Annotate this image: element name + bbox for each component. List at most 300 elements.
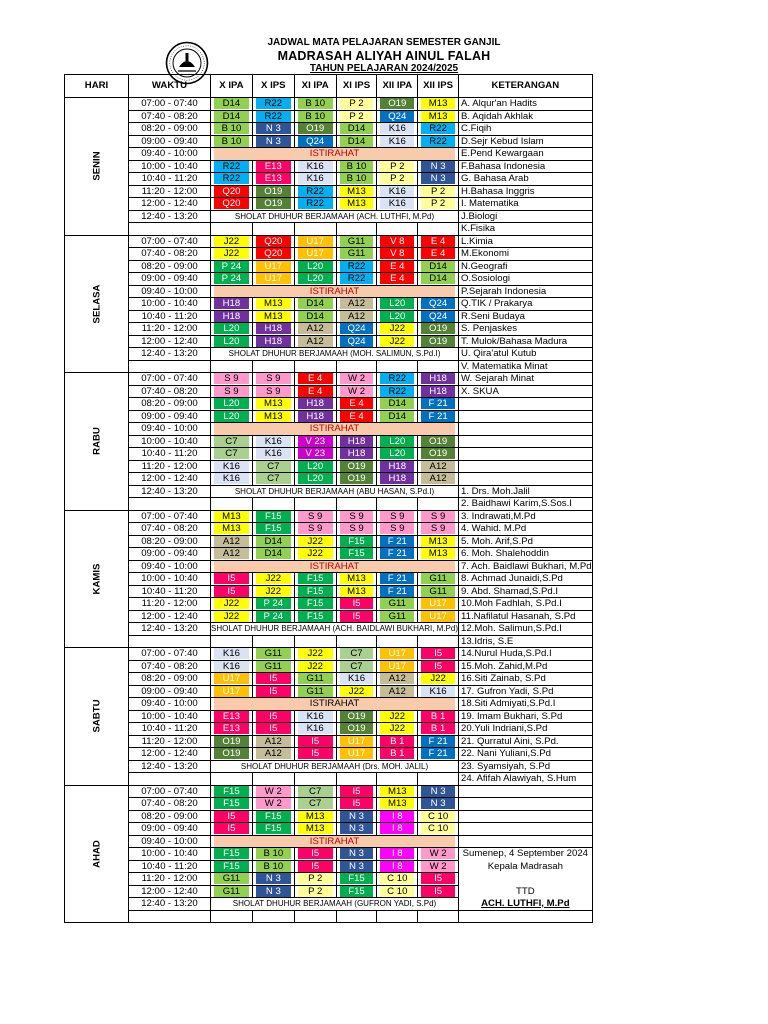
subject-cell	[294, 460, 336, 473]
legend-entry	[459, 448, 593, 461]
subject-code: S 9	[214, 386, 249, 397]
break-label: ISTIRAHAT	[214, 698, 455, 710]
subject-cell	[418, 473, 459, 486]
prayer-cell: SHOLAT DHUHUR BERJAMAAH (ACH. BAIDLAWI BUKHARI, M.Pd)	[211, 624, 458, 633]
schedule-title: JADWAL MATA PELAJARAN SEMESTER GANJIL	[267, 37, 501, 48]
school-name: MADRASAH ALIYAH AINUL FALAH	[277, 49, 491, 63]
time-slot: 09:40 - 10:00	[129, 423, 211, 436]
subject-code: L20	[380, 298, 414, 309]
day-name: SELASA	[90, 284, 102, 324]
subject-cell	[418, 610, 459, 623]
subject-cell	[294, 748, 336, 761]
subject-cell	[336, 160, 377, 173]
subject-code: H18	[256, 336, 291, 347]
subject-cell	[336, 473, 377, 486]
legend-entry: R.Seni Budaya	[459, 310, 593, 323]
legend-entry	[459, 473, 593, 486]
subject-cell	[336, 810, 377, 823]
empty-cell	[252, 223, 294, 236]
subject-cell	[336, 398, 377, 411]
subject-code: E 4	[340, 398, 374, 409]
subject-code: I5	[256, 673, 291, 684]
subject-code: C7	[340, 661, 374, 672]
subject-cell	[252, 273, 294, 286]
subject-code: I5	[298, 848, 333, 859]
subject-code: F 21	[421, 398, 455, 409]
subject-code: A12	[214, 536, 249, 547]
subject-code: I5	[421, 661, 455, 672]
subject-cell	[418, 860, 459, 873]
subject-code: M13	[340, 186, 374, 197]
subject-code: I5	[256, 686, 291, 697]
legend-entry: 15.Moh. Zahid,M.Pd	[459, 660, 593, 673]
legend-entry: K.Fisika	[459, 223, 593, 236]
time-slot	[129, 910, 211, 923]
subject-code: A12	[256, 736, 291, 747]
day-label	[65, 648, 129, 786]
subject-cell	[377, 185, 418, 198]
subject-cell	[336, 873, 377, 886]
day-name: KAMIS	[90, 563, 102, 595]
legend-entry: V. Matematika Minat	[459, 360, 593, 373]
subject-code: N 3	[340, 848, 374, 859]
subject-cell	[294, 373, 336, 386]
subject-code: H18	[298, 398, 333, 409]
signature-line: Kepala Madrasah	[459, 860, 593, 873]
subject-code: S 9	[340, 523, 374, 534]
subject-cell	[211, 810, 253, 823]
subject-code: F 21	[421, 736, 455, 747]
subject-cell	[418, 110, 459, 123]
subject-cell	[252, 685, 294, 698]
time-slot: 12:40 - 13:20	[129, 898, 211, 911]
subject-code: U17	[256, 273, 291, 284]
subject-cell	[294, 660, 336, 673]
day-name: SABTU	[90, 699, 102, 733]
legend-entry: 1. Drs. Moh.Jalil	[459, 485, 593, 498]
empty-cell	[418, 498, 459, 511]
break-cell	[211, 148, 459, 161]
time-slot: 10:40 - 11:20	[129, 173, 211, 186]
subject-cell	[418, 873, 459, 886]
subject-code: K16	[380, 198, 414, 209]
col-header-keterangan: KETERANGAN	[459, 75, 593, 98]
legend-entry: 20.Yuli Indriani,S.Pd	[459, 723, 593, 736]
subject-cell	[377, 673, 418, 686]
subject-cell	[418, 260, 459, 273]
subject-cell	[252, 198, 294, 211]
schedule-row	[65, 723, 593, 736]
subject-cell	[252, 798, 294, 811]
subject-cell	[211, 660, 253, 673]
subject-code: A12	[340, 298, 374, 309]
schedule-row	[65, 285, 593, 298]
subject-code: S 9	[380, 523, 414, 534]
time-slot: 12:40 - 13:20	[129, 760, 211, 773]
time-slot: 10:00 - 10:40	[129, 573, 211, 586]
subject-code: E13	[256, 173, 291, 184]
subject-cell	[211, 173, 253, 186]
subject-cell	[211, 135, 253, 148]
signature-line: TTD	[459, 885, 593, 898]
legend-entry	[459, 410, 593, 423]
subject-cell	[377, 110, 418, 123]
subject-cell	[211, 510, 253, 523]
subject-cell	[211, 435, 253, 448]
legend-entry: 3. Indrawati,M.Pd	[459, 510, 593, 523]
subject-cell	[336, 785, 377, 798]
subject-cell	[336, 598, 377, 611]
subject-cell	[252, 548, 294, 561]
subject-cell	[418, 448, 459, 461]
legend-entry: 6. Moh. Shalehoddin	[459, 548, 593, 561]
subject-code: M13	[298, 811, 333, 822]
subject-cell	[252, 473, 294, 486]
subject-cell	[336, 310, 377, 323]
schedule-row	[65, 785, 593, 798]
time-slot: 07:00 - 07:40	[129, 648, 211, 661]
empty-cell	[336, 223, 377, 236]
subject-code: I5	[214, 573, 249, 584]
subject-code: E 4	[298, 386, 333, 397]
subject-cell	[252, 535, 294, 548]
time-slot: 11:20 - 12:00	[129, 460, 211, 473]
subject-cell	[336, 335, 377, 348]
subject-cell	[336, 748, 377, 761]
legend-entry: D.Sejr Kebud Islam	[459, 135, 593, 148]
subject-code: S 9	[214, 373, 249, 384]
empty-cell	[418, 910, 459, 923]
subject-cell	[336, 673, 377, 686]
subject-cell	[252, 885, 294, 898]
subject-cell	[336, 460, 377, 473]
subject-cell	[377, 523, 418, 536]
subject-code: A12	[380, 673, 414, 684]
schedule-row	[65, 510, 593, 523]
subject-cell	[252, 573, 294, 586]
subject-cell	[377, 573, 418, 586]
subject-cell	[252, 323, 294, 336]
subject-code: I5	[340, 598, 374, 609]
subject-cell	[211, 248, 253, 261]
col-header-waktu: WAKTU	[129, 75, 211, 98]
subject-cell	[336, 135, 377, 148]
subject-cell	[294, 310, 336, 323]
subject-code: F15	[256, 523, 291, 534]
time-slot: 09:00 - 09:40	[129, 410, 211, 423]
time-slot: 08:20 - 09:00	[129, 810, 211, 823]
subject-cell	[252, 610, 294, 623]
subject-cell	[336, 385, 377, 398]
legend-entry: 11.Nafilatul Hasanah, S.Pd	[459, 610, 593, 623]
schedule-row	[65, 160, 593, 173]
subject-code: C 10	[421, 811, 455, 822]
day-label	[65, 373, 129, 511]
subject-code: U17	[298, 248, 333, 259]
subject-code: M13	[256, 311, 291, 322]
schedule-row	[65, 860, 593, 873]
subject-code: J22	[256, 586, 291, 597]
subject-code: H18	[340, 436, 374, 447]
empty-cell	[252, 498, 294, 511]
time-slot: 10:40 - 11:20	[129, 585, 211, 598]
subject-code: H18	[298, 411, 333, 422]
subject-cell	[294, 860, 336, 873]
subject-cell	[211, 685, 253, 698]
legend-entry: E.Pend Kewargaan	[459, 148, 593, 161]
subject-cell	[252, 510, 294, 523]
subject-code: B 10	[340, 161, 374, 172]
time-slot: 12:00 - 12:40	[129, 473, 211, 486]
subject-code: R22	[380, 373, 414, 384]
subject-code: R22	[214, 173, 249, 184]
subject-code: S 9	[421, 523, 455, 534]
subject-cell	[252, 135, 294, 148]
subject-cell	[336, 585, 377, 598]
subject-cell	[418, 823, 459, 836]
subject-code: B 10	[256, 861, 291, 872]
subject-code: W 2	[256, 798, 291, 809]
subject-cell	[377, 398, 418, 411]
subject-code: G11	[256, 661, 291, 672]
subject-cell	[252, 860, 294, 873]
subject-code: W 2	[421, 861, 455, 872]
subject-cell	[294, 535, 336, 548]
legend-entry	[459, 910, 593, 923]
subject-cell	[418, 385, 459, 398]
schedule-row	[65, 698, 593, 711]
subject-code: R22	[340, 261, 374, 272]
subject-cell	[336, 823, 377, 836]
legend-entry: 2. Baidhawi Karim,S.Sos.I	[459, 498, 593, 511]
subject-code: V 8	[380, 248, 414, 259]
subject-code: J22	[214, 236, 249, 247]
empty-cell	[252, 773, 294, 786]
legend-entry	[459, 785, 593, 798]
subject-code: O19	[421, 323, 455, 334]
day-name: AHAD	[90, 839, 102, 868]
col-header-hari: HARI	[65, 75, 129, 98]
schedule-row	[65, 198, 593, 211]
subject-code: E13	[256, 161, 291, 172]
subject-code: O19	[340, 723, 374, 734]
legend-entry: J.Biologi	[459, 210, 593, 223]
subject-code: J22	[298, 548, 333, 559]
subject-cell	[294, 523, 336, 536]
subject-cell	[377, 435, 418, 448]
time-slot: 12:00 - 12:40	[129, 335, 211, 348]
subject-code: L20	[298, 473, 333, 484]
subject-code: P 2	[380, 161, 414, 172]
subject-code: S 9	[421, 511, 455, 522]
break-cell	[211, 560, 459, 573]
col-header-x-ips: X IPS	[252, 75, 294, 98]
subject-code: D14	[214, 98, 249, 109]
subject-cell	[211, 335, 253, 348]
legend-entry: 5. Moh. Arif,S.Pd	[459, 535, 593, 548]
subject-code: L20	[298, 461, 333, 472]
subject-code: L20	[214, 323, 249, 334]
subject-cell	[211, 573, 253, 586]
subject-cell	[252, 98, 294, 111]
subject-code: P 2	[421, 198, 455, 209]
subject-code: G11	[214, 873, 249, 884]
subject-code: L20	[380, 436, 414, 447]
legend-entry: I. Matematika	[459, 198, 593, 211]
subject-code: C7	[256, 461, 291, 472]
legend-entry: O.Sosiologi	[459, 273, 593, 286]
subject-code: S 9	[380, 511, 414, 522]
subject-cell	[294, 448, 336, 461]
schedule-row	[65, 498, 593, 511]
subject-code: D14	[421, 273, 455, 284]
subject-cell	[294, 385, 336, 398]
subject-code: P 2	[340, 111, 374, 122]
subject-cell	[377, 123, 418, 136]
break-label: ISTIRAHAT	[214, 423, 455, 435]
subject-cell	[418, 185, 459, 198]
time-slot: 07:00 - 07:40	[129, 510, 211, 523]
subject-cell	[418, 648, 459, 661]
schedule-row	[65, 798, 593, 811]
subject-cell	[377, 235, 418, 248]
subject-cell	[294, 160, 336, 173]
schedule-row	[65, 560, 593, 573]
subject-cell	[211, 848, 253, 861]
subject-code: F15	[298, 573, 333, 584]
empty-cell	[294, 223, 336, 236]
time-slot: 07:00 - 07:40	[129, 98, 211, 111]
subject-cell	[377, 885, 418, 898]
subject-cell	[211, 548, 253, 561]
subject-cell	[252, 398, 294, 411]
schedule-row	[65, 210, 593, 223]
empty-cell	[252, 635, 294, 648]
schedule-row	[65, 185, 593, 198]
subject-code: H18	[214, 298, 249, 309]
schedule-row	[65, 535, 593, 548]
time-slot: 11:20 - 12:00	[129, 598, 211, 611]
subject-code: E 4	[421, 236, 455, 247]
subject-cell	[211, 160, 253, 173]
schedule-row	[65, 385, 593, 398]
break-label: ISTIRAHAT	[214, 561, 455, 573]
subject-cell	[377, 173, 418, 186]
subject-cell	[211, 448, 253, 461]
subject-code: P 2	[340, 98, 374, 109]
signature-line: ACH. LUTHFI, M.Pd	[459, 898, 593, 911]
time-slot: 10:00 - 10:40	[129, 435, 211, 448]
subject-cell	[377, 298, 418, 311]
signature-line: Sumenep, 4 September 2024	[459, 848, 593, 861]
time-slot: 07:40 - 08:20	[129, 798, 211, 811]
subject-cell	[336, 523, 377, 536]
subject-cell	[252, 598, 294, 611]
subject-cell	[252, 160, 294, 173]
subject-code: S 9	[256, 386, 291, 397]
subject-cell	[377, 160, 418, 173]
subject-cell	[418, 435, 459, 448]
legend-entry: U. Qira'atul Kutub	[459, 348, 593, 361]
subject-code: A12	[340, 311, 374, 322]
subject-cell	[336, 373, 377, 386]
subject-cell	[211, 748, 253, 761]
empty-cell	[211, 635, 253, 648]
subject-code: B 10	[298, 98, 333, 109]
subject-code: V 23	[298, 436, 333, 447]
subject-code: U17	[340, 736, 374, 747]
subject-code: I5	[298, 736, 333, 747]
legend-entry: 24. Afifah Alawiyah, S.Hum	[459, 773, 593, 786]
subject-cell	[211, 385, 253, 398]
subject-code: O19	[340, 473, 374, 484]
subject-code: Q24	[298, 136, 333, 147]
subject-code: J22	[380, 723, 414, 734]
schedule-row	[65, 685, 593, 698]
time-slot: 10:00 - 10:40	[129, 848, 211, 861]
subject-code: L20	[214, 398, 249, 409]
subject-code: J22	[421, 673, 455, 684]
subject-code: F15	[214, 786, 249, 797]
subject-code: A12	[421, 461, 455, 472]
subject-code: H18	[421, 386, 455, 397]
subject-cell	[336, 248, 377, 261]
schedule-row	[65, 760, 593, 773]
subject-cell	[211, 273, 253, 286]
subject-cell	[418, 410, 459, 423]
legend-entry: G. Bahasa Arab	[459, 173, 593, 186]
empty-cell	[377, 773, 418, 786]
schedule-row	[65, 310, 593, 323]
subject-code: I 8	[380, 811, 414, 822]
schedule-row	[65, 223, 593, 236]
subject-code: I5	[340, 798, 374, 809]
subject-code: N 3	[421, 173, 455, 184]
subject-cell	[294, 710, 336, 723]
subject-cell	[418, 673, 459, 686]
subject-cell	[252, 373, 294, 386]
subject-cell	[377, 98, 418, 111]
subject-code: F 21	[421, 748, 455, 759]
time-slot: 11:20 - 12:00	[129, 185, 211, 198]
subject-code: U17	[340, 748, 374, 759]
time-slot: 08:20 - 09:00	[129, 535, 211, 548]
schedule-row	[65, 298, 593, 311]
subject-code: L20	[214, 411, 249, 422]
subject-code: G11	[380, 611, 414, 622]
empty-cell	[211, 223, 253, 236]
time-slot: 09:40 - 10:00	[129, 148, 211, 161]
empty-cell	[211, 360, 253, 373]
time-slot	[129, 635, 211, 648]
subject-cell	[294, 598, 336, 611]
time-slot: 12:40 - 13:20	[129, 623, 211, 636]
legend-entry: M.Ekonomi	[459, 248, 593, 261]
schedule-row	[65, 648, 593, 661]
subject-cell	[211, 735, 253, 748]
subject-cell	[252, 873, 294, 886]
legend-entry: H.Bahasa Inggris	[459, 185, 593, 198]
subject-cell	[336, 448, 377, 461]
schedule-row	[65, 873, 593, 886]
subject-code: G11	[298, 686, 333, 697]
subject-cell	[294, 198, 336, 211]
subject-code: K16	[214, 661, 249, 672]
subject-code: O19	[421, 436, 455, 447]
subject-cell	[252, 723, 294, 736]
subject-cell	[418, 523, 459, 536]
break-cell	[211, 698, 459, 711]
